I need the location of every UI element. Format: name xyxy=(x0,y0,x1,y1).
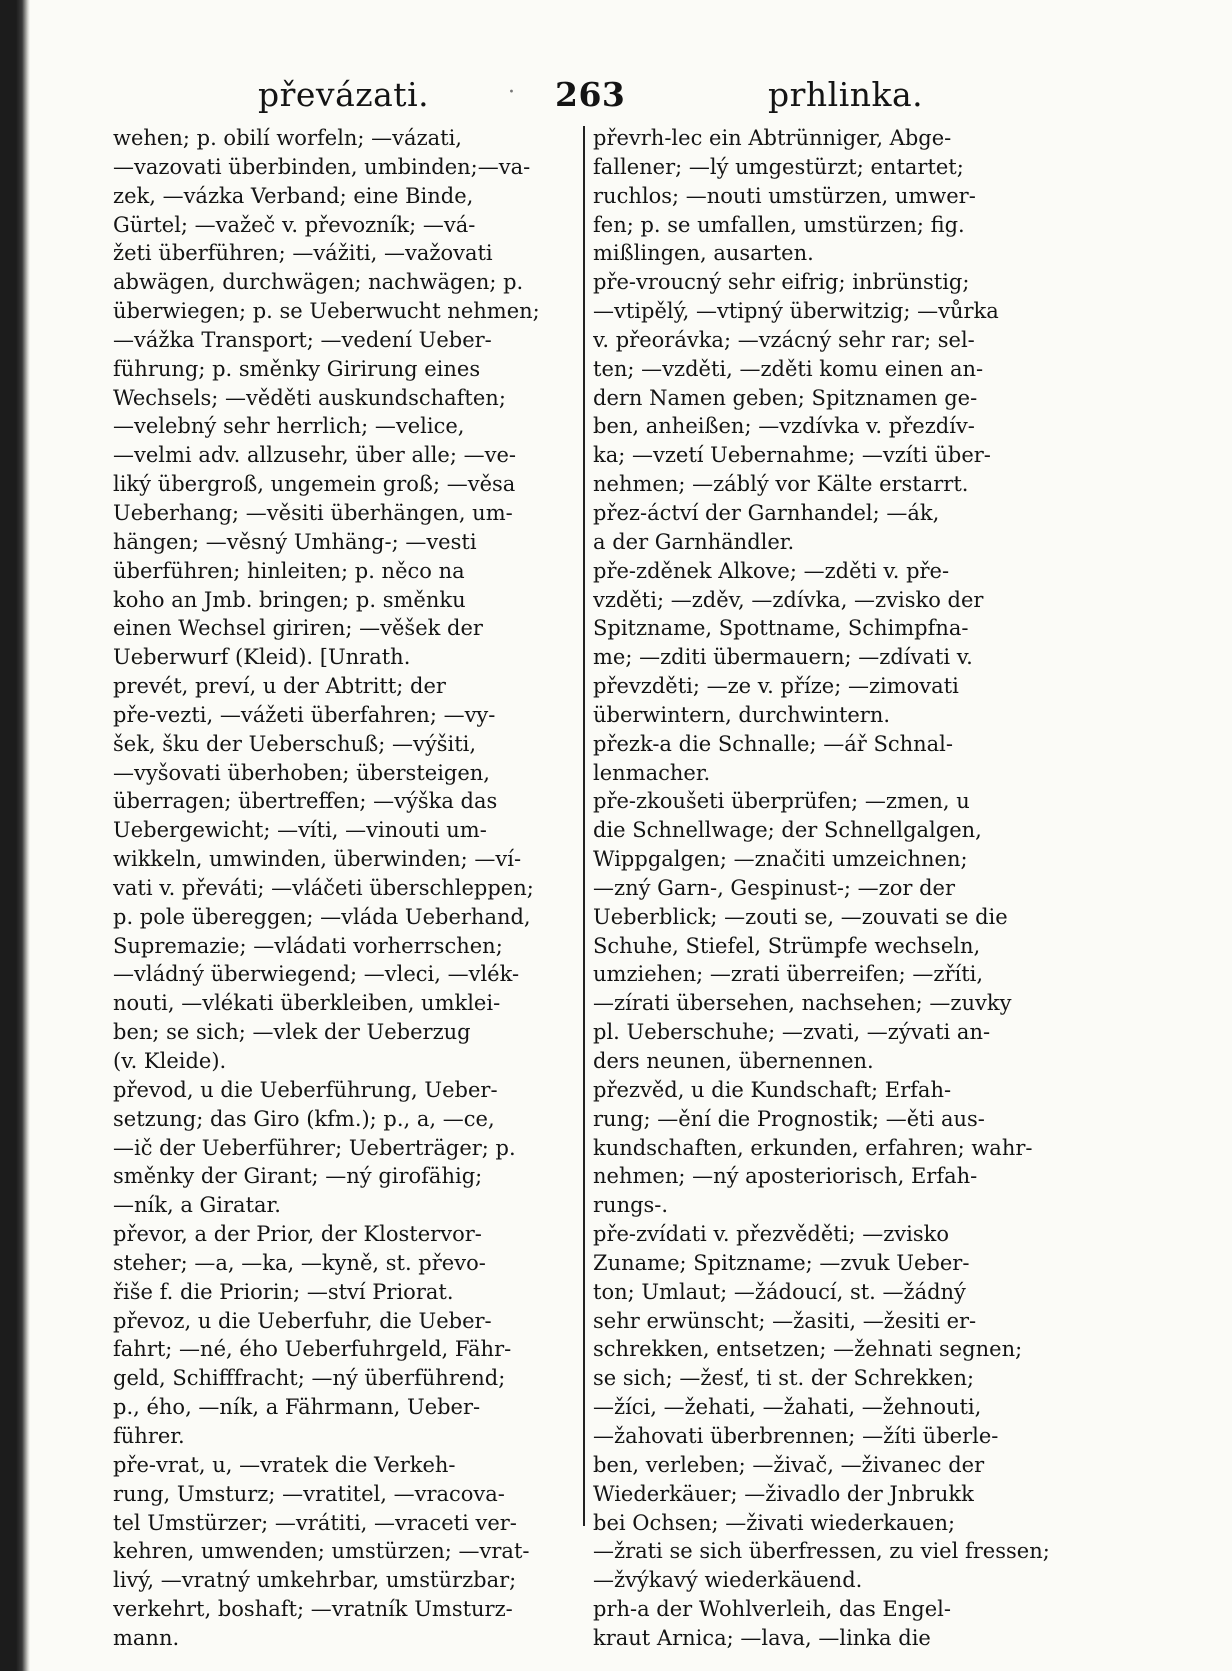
text-line: přezk-a die Schnalle; —ář Schnal- xyxy=(593,731,953,756)
text-line: umziehen; —zrati überreifen; —zříti, xyxy=(593,962,984,987)
text-line: dern Namen geben; Spitznamen ge- xyxy=(593,385,978,410)
text-line: převod, u die Ueberführung, Ueber- xyxy=(113,1077,498,1102)
text-line: ben, anheißen; —vzdívka v. přezdív- xyxy=(593,414,975,439)
text-line: převrh-lec ein Abtrünniger, Abge- xyxy=(593,126,952,150)
text-line: směnky der Girant; —ný girofähig; xyxy=(113,1164,483,1189)
text-line: wikkeln, umwinden, überwinden; —ví- xyxy=(113,847,522,872)
text-line: livý, —vratný umkehrbar, umstürzbar; xyxy=(113,1568,517,1593)
text-line: ders neunen, übernennen. xyxy=(593,1049,874,1073)
text-line: pře-vezti, —vážeti überfahren; —vy- xyxy=(113,702,496,727)
text-line: rung, Umsturz; —vratitel, —vracova- xyxy=(113,1481,505,1506)
text-line: die Schnellwage; der Schnellgalgen, xyxy=(593,818,982,843)
text-line: überragen; übertreffen; —výška das xyxy=(113,789,498,814)
text-line: bei Ochsen; —živati wiederkauen; xyxy=(593,1510,956,1535)
text-line: —žrati se sich überfressen, zu viel fressen; xyxy=(593,1539,1050,1564)
text-line: žeti überführen; —vážiti, —važovati xyxy=(113,241,493,266)
text-line: rungs-. xyxy=(593,1193,669,1218)
header-last-entry: prhlinka. xyxy=(768,75,924,114)
text-line: pře-vrat, u, —vratek die Verkeh- xyxy=(113,1452,456,1477)
text-line: Ueberwurf (Kleid). [Unrath. xyxy=(113,645,411,670)
text-line: verkehrt, boshaft; —vratník Umsturz- xyxy=(113,1597,513,1622)
text-line: kehren, umwenden; umstürzen; —vrat- xyxy=(113,1539,530,1564)
text-line: schrekken, entsetzen; —žehnati segnen; xyxy=(593,1337,1023,1362)
text-line: —vtipělý, —vtipný überwitzig; —vůrka xyxy=(593,299,999,324)
text-line: p. pole übereggen; —vláda Ueberhand, xyxy=(113,904,531,929)
page-header xyxy=(0,70,1232,120)
text-line: mißlingen, ausarten. xyxy=(593,241,814,266)
text-line: převoz, u die Ueberfuhr, die Ueber- xyxy=(113,1308,492,1333)
text-line: geld, Schifffracht; —ný überführend; xyxy=(113,1366,506,1391)
text-line: ton; Umlaut; —žádoucí, st. —žádný xyxy=(593,1279,966,1304)
text-line: Wippgalgen; —značiti umzeichnen; xyxy=(593,847,968,872)
text-line: Uebergewicht; —víti, —vinouti um- xyxy=(113,818,487,843)
text-line: ben, verleben; —živač, —živanec der xyxy=(593,1452,985,1477)
header-first-entry: převázati. xyxy=(258,75,430,114)
text-line: přezvěd, u die Kundschaft; Erfah- xyxy=(593,1077,952,1102)
text-line: —ič der Ueberführer; Ueberträger; p. xyxy=(113,1135,516,1160)
text-line: führung; p. směnky Girirung eines xyxy=(113,356,481,381)
text-line: v. přeorávka; —vzácný sehr rar; sel- xyxy=(593,327,975,352)
text-line: kundschaften, erkunden, erfahren; wahr- xyxy=(593,1135,1033,1160)
text-line: überwintern, durchwintern. xyxy=(593,702,891,727)
text-line: nehmen; —záblý vor Kälte erstarrt. xyxy=(593,472,969,497)
text-line: hängen; —věsný Umhäng-; —vesti xyxy=(113,529,477,554)
text-line: lenmacher. xyxy=(593,760,711,785)
text-line: Wiederkäuer; —živadlo der Jnbrukk xyxy=(593,1481,974,1506)
text-line: kraut Arnica; —lava, —linka die xyxy=(593,1625,931,1650)
text-line: ruchlos; —nouti umstürzen, umwer- xyxy=(593,183,976,208)
text-line: Supremazie; —vládati vorherrschen; xyxy=(113,933,503,958)
text-line: steher; —a, —ka, —kyně, st. převo- xyxy=(113,1250,486,1275)
text-line: fen; p. se umfallen, umstürzen; fig. xyxy=(593,212,965,237)
text-line: —vládný überwiegend; —vleci, —vlék- xyxy=(113,962,520,987)
text-line: rung; —ění die Prognostik; —ěti aus- xyxy=(593,1106,985,1131)
text-line: fallener; —lý umgestürzt; entartet; xyxy=(593,154,964,179)
text-line: se sich; —žesť, ti st. der Schrekken; xyxy=(593,1366,975,1391)
text-line: führer. xyxy=(113,1423,185,1448)
text-line: me; —zditi übermauern; —zdívati v. xyxy=(593,645,973,670)
text-line: Ueberblick; —zouti se, —zouvati se die xyxy=(593,904,1008,929)
text-line: Spitzname, Spottname, Schimpfna- xyxy=(593,616,969,641)
text-line: zek, —vázka Verband; eine Binde, xyxy=(113,183,474,208)
text-line: převzděti; —ze v. příze; —zimovati xyxy=(593,674,959,699)
left-column xyxy=(113,124,581,1653)
text-line: koho an Jmb. bringen; p. směnku xyxy=(113,587,466,612)
text-line: —zný Garn-, Gespinust-; —zor der xyxy=(593,875,956,900)
text-line: überführen; hinleiten; p. něco na xyxy=(113,558,465,583)
text-line: řiše f. die Priorin; —ství Priorat. xyxy=(113,1279,454,1304)
text-line: liký übergroß, ungemein groß; —věsa xyxy=(113,472,516,497)
text-line: ben; se sich; —vlek der Ueberzug xyxy=(113,1020,471,1045)
text-line: pře-zkoušeti überprüfen; —zmen, u xyxy=(593,789,970,814)
text-line: pře-zděnek Alkove; —zděti v. pře- xyxy=(593,558,950,583)
page-number: 263 xyxy=(555,75,626,114)
text-line: —vazovati überbinden, umbinden;—va- xyxy=(113,154,531,179)
text-line: —zírati übersehen, nachsehen; —zuvky xyxy=(593,991,1012,1016)
text-line: sehr erwünscht; —žasiti, —žesiti er- xyxy=(593,1308,977,1333)
text-line: a der Garnhändler. xyxy=(593,529,795,554)
text-line: (v. Kleide). xyxy=(113,1049,227,1073)
text-line: —žíci, —žehati, —žahati, —žehnouti, xyxy=(593,1395,982,1420)
text-line: nouti, —vlékati überkleiben, umklei- xyxy=(113,991,501,1016)
right-column xyxy=(593,124,1061,1653)
text-line: pře-zvídati v. přezvěděti; —zvisko xyxy=(593,1222,949,1247)
text-line: Ueberhang; —věsiti überhängen, um- xyxy=(113,500,513,525)
text-line: —žahovati überbrennen; —žíti überle- xyxy=(593,1423,999,1448)
text-line: Zuname; Spitzname; —zvuk Ueber- xyxy=(593,1250,970,1275)
text-line: přez-áctví der Garnhandel; —ák, xyxy=(593,500,940,525)
text-line: Gürtel; —važeč v. převozník; —vá- xyxy=(113,212,476,237)
text-line: ten; —vzděti, —zděti komu einen an- xyxy=(593,356,984,381)
text-line: Schuhe, Stiefel, Strümpfe wechseln, xyxy=(593,933,981,958)
text-line: ka; —vzetí Uebernahme; —vzíti über- xyxy=(593,443,991,468)
text-line: —ník, a Giratar. xyxy=(113,1193,281,1218)
book-binding-edge xyxy=(0,0,30,1671)
text-line: einen Wechsel giriren; —věšek der xyxy=(113,616,483,641)
text-line: p., ého, —ník, a Fährmann, Ueber- xyxy=(113,1395,481,1420)
text-line: überwiegen; p. se Ueberwucht nehmen; xyxy=(113,299,540,324)
column-divider xyxy=(583,126,585,1526)
text-line: setzung; das Giro (kfm.); p., a, —ce, xyxy=(113,1106,495,1131)
header-dot: · xyxy=(508,80,515,105)
text-line: —velebný sehr herrlich; —velice, xyxy=(113,414,465,439)
text-line: prh-a der Wohlverleih, das Engel- xyxy=(593,1597,951,1622)
text-line: wehen; p. obilí worfeln; —vázati, xyxy=(113,126,462,150)
text-line: mann. xyxy=(113,1625,180,1650)
text-line: pl. Ueberschuhe; —zvati, —zývati an- xyxy=(593,1020,991,1045)
text-line: nehmen; —ný aposteriorisch, Erfah- xyxy=(593,1164,978,1189)
text-line: —vyšovati überhoben; übersteigen, xyxy=(113,760,490,785)
text-line: tel Umstürzer; —vrátiti, —vraceti ver- xyxy=(113,1510,517,1535)
text-line: vati v. převáti; —vláčeti überschleppen; xyxy=(113,875,534,900)
text-line: pře-vroucný sehr eifrig; inbrünstig; xyxy=(593,270,970,295)
text-line: —vážka Transport; —vedení Ueber- xyxy=(113,327,492,352)
text-line: vzděti; —zděv, —zdívka, —zvisko der xyxy=(593,587,984,612)
text-line: —žvýkavý wiederkäuend. xyxy=(593,1568,863,1593)
text-line: prevét, preví, u der Abtritt; der xyxy=(113,674,446,699)
text-line: fahrt; —né, ého Ueberfuhrgeld, Fähr- xyxy=(113,1337,512,1362)
text-line: převor, a der Prior, der Klostervor- xyxy=(113,1222,482,1247)
text-line: —velmi adv. allzusehr, über alle; —ve- xyxy=(113,443,516,468)
text-line: abwägen, durchwägen; nachwägen; p. xyxy=(113,270,524,295)
text-line: šek, šku der Ueberschuß; —výšiti, xyxy=(113,731,477,756)
text-line: Wechsels; —věděti auskundschaften; xyxy=(113,385,506,410)
